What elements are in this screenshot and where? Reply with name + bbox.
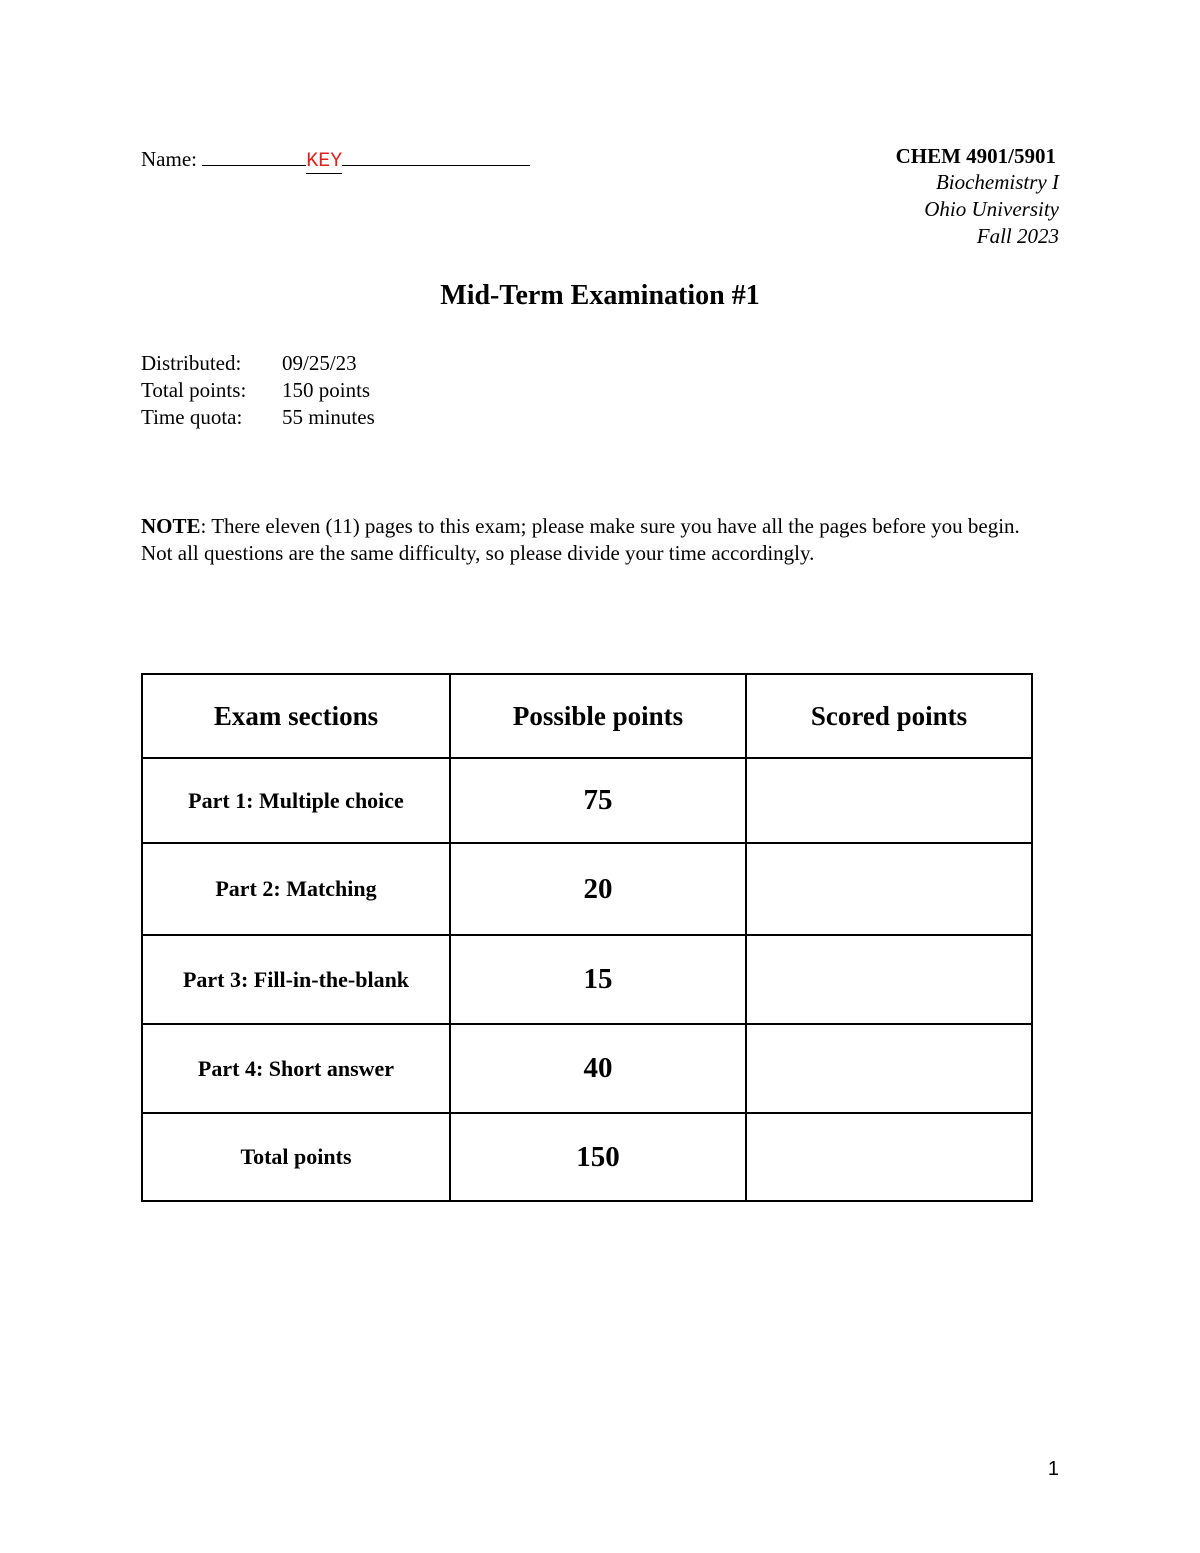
info-row-distributed bbox=[141, 350, 375, 377]
name-value: KEY bbox=[306, 150, 343, 173]
header-scored-points: Scored points bbox=[746, 674, 1032, 758]
scored-points-cell[interactable] bbox=[746, 843, 1032, 935]
possible-points-cell: 75 bbox=[450, 758, 746, 843]
table-row bbox=[142, 758, 1032, 843]
name-blank-right bbox=[342, 143, 530, 166]
info-label: Distributed: bbox=[141, 351, 242, 375]
scored-points-cell[interactable] bbox=[746, 758, 1032, 843]
page-number: 1 bbox=[1047, 1458, 1059, 1480]
section-cell: Part 2: Matching bbox=[142, 843, 450, 935]
name-label: Name: bbox=[141, 147, 197, 171]
exam-info bbox=[141, 350, 375, 431]
info-value: 55 minutes bbox=[282, 405, 375, 429]
section-cell: Part 3: Fill-in-the-blank bbox=[142, 935, 450, 1024]
name-line bbox=[141, 143, 530, 174]
header-possible-points: Possible points bbox=[450, 674, 746, 758]
table-row bbox=[142, 843, 1032, 935]
info-label: Time quota: bbox=[141, 405, 243, 429]
possible-points-cell: 40 bbox=[450, 1024, 746, 1113]
course-title: Biochemistry I bbox=[935, 170, 1059, 194]
section-cell: Part 1: Multiple choice bbox=[142, 758, 450, 843]
info-value: 09/25/23 bbox=[282, 351, 357, 375]
info-value: 150 points bbox=[282, 378, 371, 402]
term: Fall 2023 bbox=[976, 224, 1059, 248]
possible-points-cell: 150 bbox=[450, 1113, 746, 1201]
possible-points-cell: 15 bbox=[450, 935, 746, 1024]
section-cell: Total points bbox=[142, 1113, 450, 1201]
table-row bbox=[142, 935, 1032, 1024]
note-label: NOTE bbox=[141, 514, 201, 538]
score-table bbox=[141, 673, 1033, 1202]
info-row-total-points bbox=[141, 377, 375, 404]
header-exam-sections: Exam sections bbox=[142, 674, 450, 758]
scored-points-cell[interactable] bbox=[746, 935, 1032, 1024]
exam-title: Mid-Term Examination #1 bbox=[440, 280, 760, 311]
name-blank-left bbox=[202, 143, 306, 166]
exam-note bbox=[141, 513, 1041, 567]
institution: Ohio University bbox=[924, 197, 1059, 221]
table-header-row bbox=[142, 674, 1032, 758]
course-code: CHEM 4901/5901 bbox=[895, 144, 1056, 168]
info-row-time-quota bbox=[141, 404, 375, 431]
scored-points-cell[interactable] bbox=[746, 1113, 1032, 1201]
possible-points-cell: 20 bbox=[450, 843, 746, 935]
section-cell: Part 4: Short answer bbox=[142, 1024, 450, 1113]
note-text: : There eleven (11) pages to this exam; please make sure you have all the pages before you begin. Not all questions are the same difficulty, so please divide your time accordingly. bbox=[141, 514, 1020, 565]
table-row bbox=[142, 1024, 1032, 1113]
info-label: Total points: bbox=[141, 378, 247, 402]
table-row-total bbox=[142, 1113, 1032, 1201]
scored-points-cell[interactable] bbox=[746, 1024, 1032, 1113]
